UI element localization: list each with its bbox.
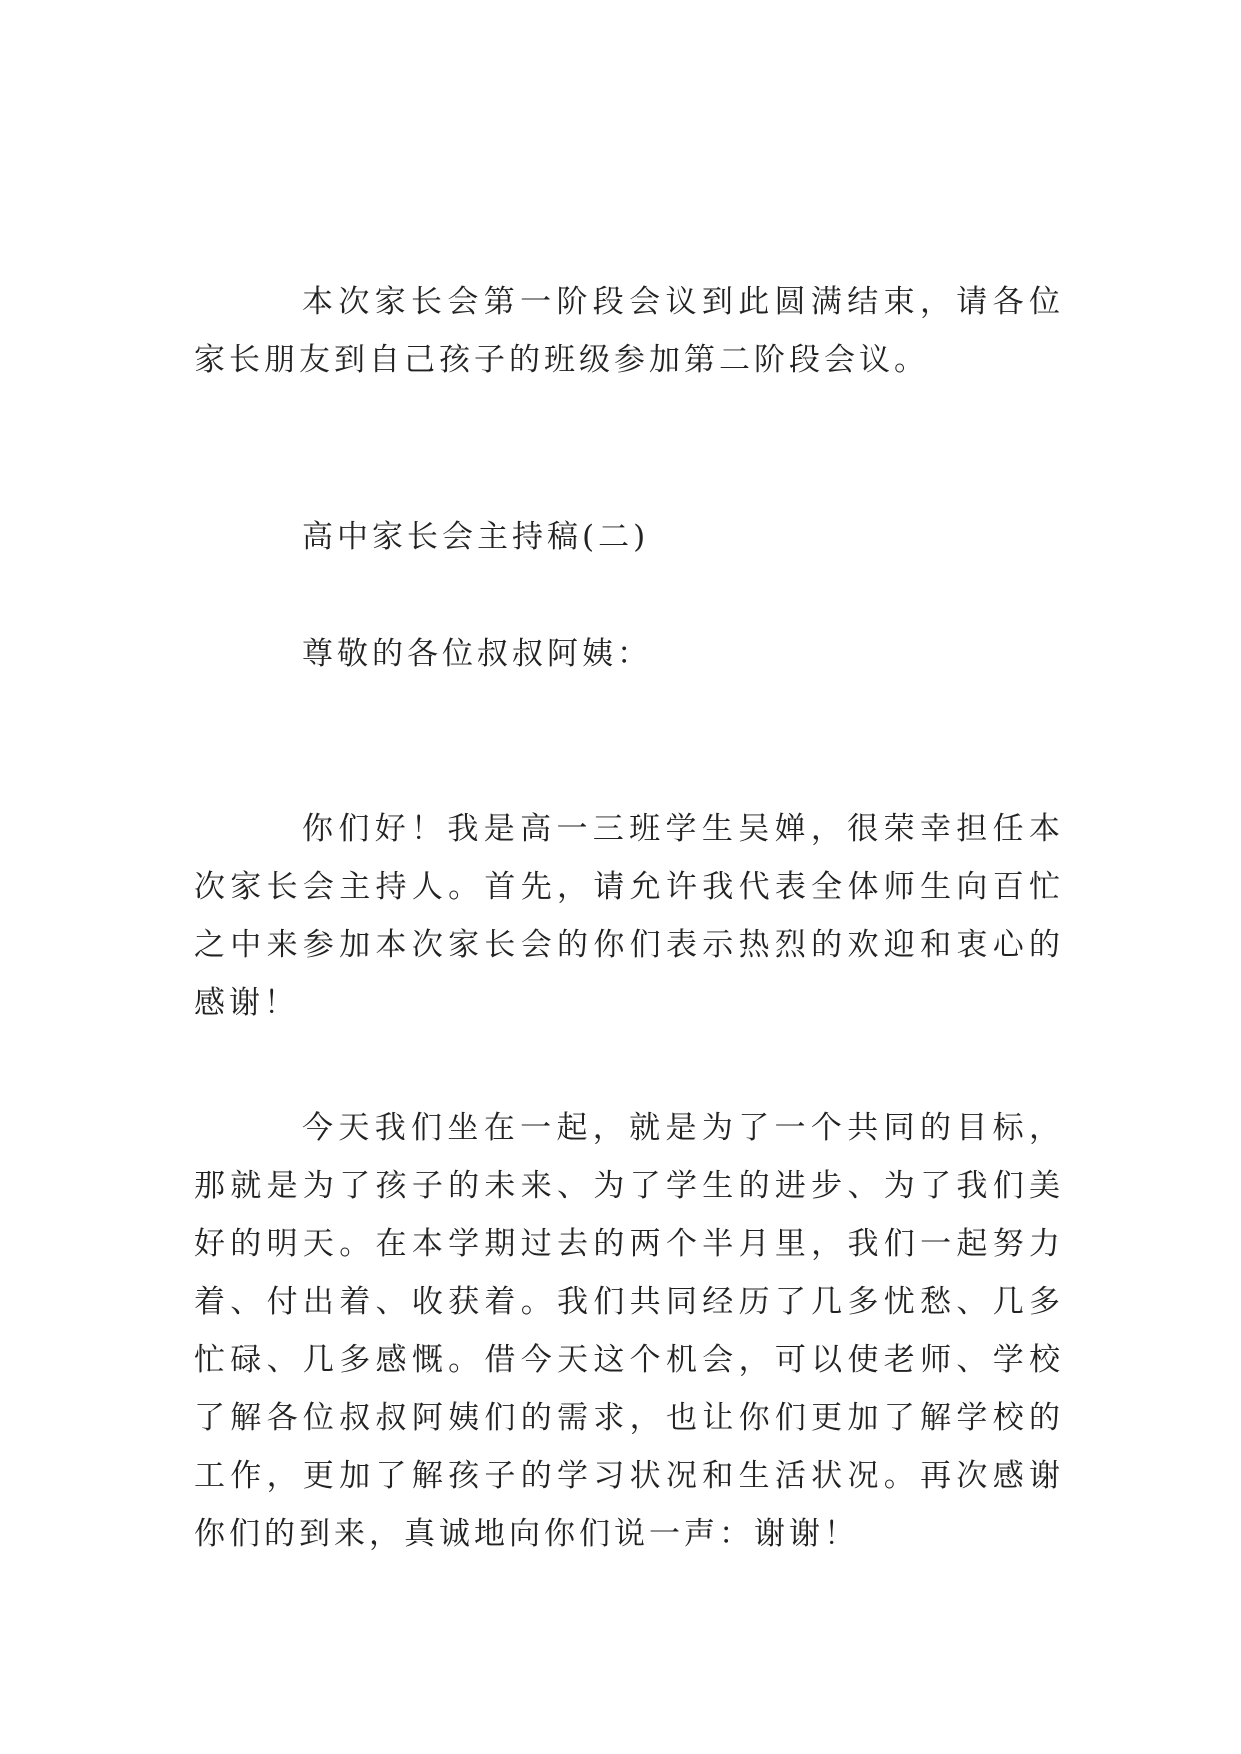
greeting-paragraph: 你们好！我是高一三班学生吴婵，很荣幸担任本次家长会主持人。首先，请允许我代表全体师生向百忙之中来参加本次家长会的你们表示热烈的欢迎和衷心的感谢！ <box>194 811 1064 1021</box>
salutation: 尊敬的各位叔叔阿姨： <box>302 636 652 672</box>
closing-paragraph: 本次家长会第一阶段会议到此圆满结束，请各位家长朋友到自己孩子的班级参加第二阶段会议。 <box>194 284 1064 378</box>
body-paragraph: 今天我们坐在一起，就是为了一个共同的目标，那就是为了孩子的未来、为了学生的进步、为了我们美好的明天。在本学期过去的两个半月里，我们一起努力着、付出着、收获着。我们共同经历了几多忧愁、几多忙碌、几多感慨。借今天这个机会，可以使老师、学校了解各位叔叔阿姨们的需求，也让你们更加了解学校的工作，更加了解孩子的学习状况和生活状况。再次感谢你们的到来，真诚地向你们说一声：谢谢！ <box>194 1110 1064 1552</box>
section-title: 高中家长会主持稿(二) <box>302 519 650 555</box>
